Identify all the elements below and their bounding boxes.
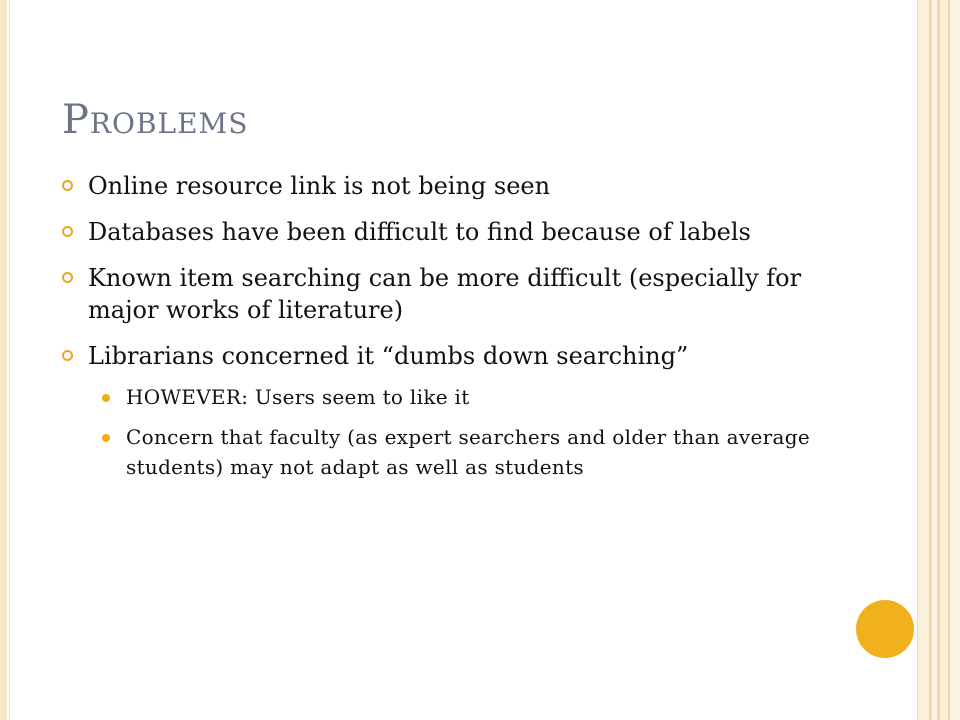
- bullet-text: Known item searching can be more difficult (especially for major works of literature): [88, 264, 802, 324]
- slide-content: [62, 170, 852, 492]
- dot-bullet-icon: [102, 394, 110, 402]
- bullet-item: [62, 262, 852, 326]
- decorative-circle: [856, 600, 914, 658]
- bullet-text: Librarians concerned it “dumbs down searching”: [88, 342, 689, 370]
- side-stripe: [950, 0, 960, 720]
- dot-bullet-icon: [102, 434, 110, 442]
- slide-title: Problems: [62, 97, 249, 143]
- sub-bullet-text: HOWEVER: Users seem to like it: [126, 385, 470, 409]
- bullet-text: Databases have been difficult to find because of labels: [88, 218, 751, 246]
- bullet-item: [62, 340, 852, 372]
- side-stripe: [940, 0, 948, 720]
- bullet-item: [62, 216, 852, 248]
- sub-bullet-item: [62, 382, 852, 412]
- bullet-item: [62, 170, 852, 202]
- sub-bullet-item: [62, 422, 852, 482]
- sub-bullet-text: Concern that faculty (as expert searchers and older than average students) may not adapt as well as students: [126, 425, 810, 479]
- bullet-text: Online resource link is not being seen: [88, 172, 551, 200]
- ring-bullet-icon: [62, 180, 73, 191]
- ring-bullet-icon: [62, 226, 73, 237]
- ring-bullet-icon: [62, 350, 73, 361]
- ring-bullet-icon: [62, 272, 73, 283]
- side-stripe: [918, 0, 929, 720]
